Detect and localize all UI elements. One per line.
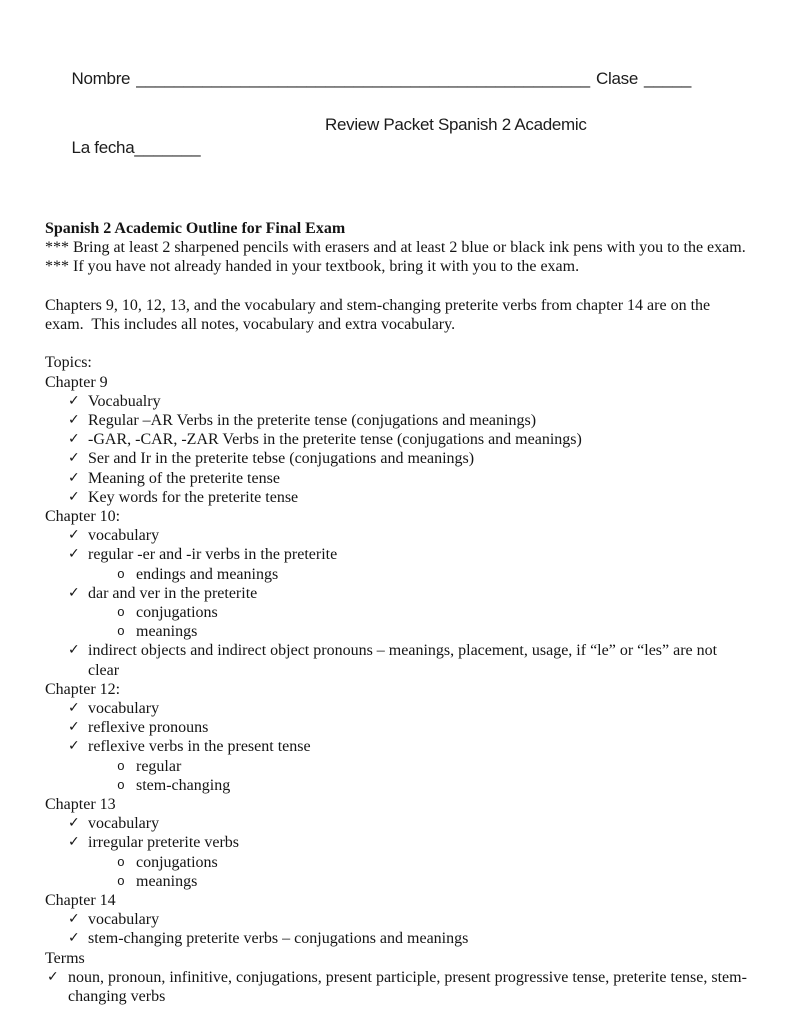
list-item [68,814,747,833]
check-icon: ✓ [68,412,80,428]
list-item [68,449,747,468]
sub-list-item [117,757,747,776]
list-item-text: vocabulary [88,527,160,545]
fecha-label: La fecha [71,138,135,157]
packet-title: Review Packet Spanish 2 Academic [325,115,587,134]
list-item-text: reflexive verbs in the present tense [88,738,311,756]
sub-list-item [117,776,747,795]
list-item-text: regular -er and -ir verbs in the preterite [88,546,338,564]
chapter-heading: Chapter 10: [45,508,121,526]
list-item [68,392,747,411]
list-item [68,584,747,603]
check-icon: ✓ [68,546,80,563]
list-item [68,718,747,737]
check-icon: ✓ [68,738,80,755]
list-item-text: Vocabualry [88,392,161,410]
nombre-blank-field[interactable]: ________________________________________________ [136,69,591,88]
list-item [68,910,747,929]
check-icon: ✓ [68,584,80,601]
list-item [68,833,747,852]
list-item [68,526,747,545]
sub-list-item-text: meanings [136,872,198,890]
list-item-text: vocabulary [88,911,160,929]
list-item-text: stem-changing preterite verbs – conjugations and meanings [88,930,469,948]
sub-list-item [117,565,747,584]
intro-paragraph: Chapters 9, 10, 12, 13, and the vocabulary and stem-changing preterite verbs from chapter 14 are on the exam. This includes all notes, vocabulary and extra vocabulary. [45,296,715,333]
clase-label: Clase [596,69,639,88]
sub-list-item [117,603,747,622]
sub-list-item-text: stem-changing [136,776,231,794]
list-item-text: irregular preterite verbs [88,834,240,852]
note-textbook: *** If you have not already handed in your textbook, bring it with you to the exam. [45,258,580,276]
list-item [68,488,747,507]
list-item [68,430,747,449]
sections [45,373,747,1007]
check-icon: ✓ [68,642,80,659]
chapter-heading: Chapter 13 [45,796,116,814]
check-icon: ✓ [47,968,59,985]
circle-bullet-icon: o [117,873,125,889]
list-item-text: Key words for the preterite tense [88,488,299,506]
sub-list-item [117,853,747,872]
list-item [68,929,747,948]
name-class-line [45,44,747,113]
list-item [68,469,747,488]
document-body [45,219,747,1006]
chapter-heading: Chapter 14 [45,892,116,910]
list-item [68,641,747,679]
list-item-text: Regular –AR Verbs in the preterite tense (conjugations and meanings) [88,412,537,429]
circle-bullet-icon: o [117,758,125,774]
check-icon: ✓ [68,392,80,409]
list-item-text: reflexive pronouns [88,719,209,737]
list-item-text: vocabulary [88,815,160,833]
check-icon: ✓ [68,815,80,832]
list-item [47,968,747,1006]
chapter-heading: Chapter 9 [45,373,108,391]
sub-list-item-text: meanings [136,623,198,641]
sub-list-item-text: conjugations [136,853,218,871]
sub-list-item [117,622,747,641]
topics-label: Topics: [45,354,92,372]
check-icon: ✓ [68,469,80,486]
check-icon: ✓ [68,930,80,947]
fecha-blank-field[interactable]: _______ [134,138,201,157]
list-item-text: dar and ver in the preterite [88,584,258,602]
nombre-label: Nombre [71,69,131,88]
chapter-heading: Chapter 12: [45,680,121,698]
list-item [68,737,747,756]
sub-list-item [117,872,747,891]
sub-list-item-text: regular [136,757,182,775]
list-item [68,699,747,718]
circle-bullet-icon: o [117,624,125,640]
check-icon: ✓ [68,450,80,467]
document-header [45,44,747,205]
check-icon: ✓ [68,834,80,851]
check-icon: ✓ [68,527,80,544]
list-item [68,545,747,564]
list-item-text: -GAR, -CAR, -ZAR Verbs in the preterite tense (conjugations and meanings) [88,431,582,449]
circle-bullet-icon: o [117,854,125,870]
clase-blank-field[interactable]: _____ [644,69,692,88]
list-item-text: indirect objects and indirect object pronouns – meanings, placement, usage, if “le” or “les” are not clear [88,642,722,679]
chapter-heading: Terms [45,949,85,967]
circle-bullet-icon: o [117,777,125,793]
spacer [45,334,747,353]
check-icon: ✓ [68,431,80,448]
check-icon: ✓ [68,911,80,928]
check-icon: ✓ [68,700,80,717]
sub-list-item-text: endings and meanings [136,565,279,583]
date-title-line [45,113,747,205]
list-item [68,411,747,430]
list-item-text: noun, pronoun, infinitive, conjugations, present participle, present progressive tense, preterite tense, stem-changing verbs [68,968,747,1006]
check-icon: ✓ [68,719,80,736]
check-icon: ✓ [68,488,80,505]
list-item-text: vocabulary [88,700,160,718]
circle-bullet-icon: o [117,566,125,582]
circle-bullet-icon: o [117,605,125,621]
list-item-text: Ser and Ir in the preterite tebse (conjugations and meanings) [88,450,475,468]
list-item-text: Meaning of the preterite tense [88,469,280,487]
spacer [45,277,747,296]
document-title: Spanish 2 Academic Outline for Final Exam [45,220,346,237]
note-pencils: *** Bring at least 2 sharpened pencils with erasers and at least 2 blue or black ink pens with you to the exam. [45,239,746,257]
sub-list-item-text: conjugations [136,604,218,622]
